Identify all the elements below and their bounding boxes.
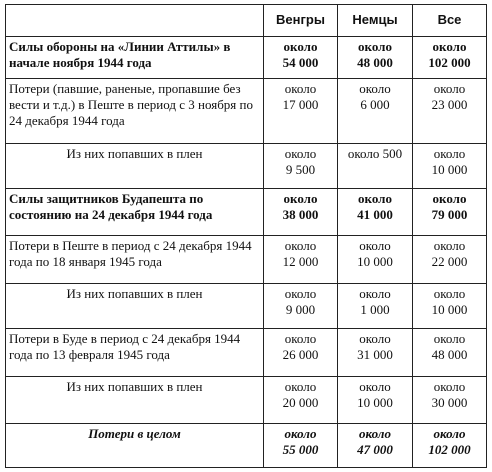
row-label: Потери (павшие, раненые, пропавшие без вести и т.д.) в Пеште в период с 3 ноября по 24 декабря 1944 года	[6, 78, 264, 143]
cell-qualifier: около	[359, 285, 391, 301]
cell-value: 38 000	[282, 207, 319, 223]
row-label: Силы защитников Будапешта по состоянию на 24 декабря 1944 года	[6, 189, 264, 236]
cell-germans	[338, 423, 413, 467]
cell-value: 12 000	[282, 254, 319, 270]
cell-qualifier: около	[432, 191, 467, 207]
header-row	[6, 5, 487, 37]
statistics-table	[5, 4, 487, 468]
cell-germans	[338, 283, 413, 328]
cell-qualifier: около	[284, 425, 317, 441]
cell-germans	[338, 377, 413, 423]
cell-value: 6 000	[360, 96, 390, 112]
table-row	[6, 236, 487, 283]
cell-hungarians	[264, 78, 338, 143]
cell-qualifier: около	[284, 285, 317, 301]
cell-value: 30 000	[431, 395, 468, 411]
cell-all	[413, 377, 487, 423]
cell-qualifier: около	[284, 331, 317, 347]
cell-value: 9 500	[285, 161, 316, 177]
cell-all	[413, 329, 487, 377]
cell-all	[413, 189, 487, 236]
cell-value: 54 000	[282, 54, 319, 70]
cell-value: 10 000	[357, 395, 393, 411]
cell-all	[413, 36, 487, 78]
cell-all	[413, 423, 487, 467]
cell-germans	[338, 329, 413, 377]
cell-qualifier: около	[433, 285, 466, 301]
cell-value: 10 000	[431, 161, 468, 177]
cell-qualifier: около	[432, 38, 467, 54]
cell-hungarians	[264, 329, 338, 377]
cell-hungarians	[264, 423, 338, 467]
header-all: Все	[413, 5, 487, 37]
cell-qualifier: около	[358, 38, 392, 54]
cell-qualifier: около	[359, 80, 391, 96]
cell-all	[413, 78, 487, 143]
cell-value: 79 000	[431, 207, 468, 223]
cell-qualifier: около	[359, 238, 391, 254]
cell-value: 102 000	[428, 441, 471, 457]
cell-value: 17 000	[282, 96, 319, 112]
header-germans: Немцы	[338, 5, 413, 37]
cell-germans	[338, 143, 413, 188]
cell-qualifier: около 500	[347, 145, 403, 161]
cell-hungarians	[264, 236, 338, 283]
cell-qualifier: около	[358, 191, 392, 207]
cell-qualifier: около	[433, 80, 466, 96]
table-row-total	[6, 423, 487, 467]
table-row	[6, 283, 487, 328]
cell-all	[413, 236, 487, 283]
cell-qualifier: около	[284, 145, 317, 161]
cell-value: 102 000	[428, 54, 471, 70]
cell-value: 23 000	[431, 96, 468, 112]
table-row	[6, 78, 487, 143]
cell-hungarians	[264, 377, 338, 423]
row-label: Из них попавших в плен	[6, 377, 264, 423]
cell-qualifier: около	[359, 425, 391, 441]
cell-qualifier: около	[284, 80, 317, 96]
cell-all	[413, 283, 487, 328]
cell-value: 20 000	[282, 395, 319, 411]
cell-value: 47 000	[357, 441, 393, 457]
cell-value: 26 000	[282, 347, 319, 363]
cell-qualifier: около	[359, 331, 391, 347]
cell-value: 22 000	[431, 254, 468, 270]
cell-germans	[338, 78, 413, 143]
cell-qualifier: около	[433, 425, 466, 441]
row-label: Потери в целом	[6, 423, 264, 467]
cell-value: 9 000	[285, 301, 316, 317]
row-label: Потери в Пеште в период с 24 декабря 1944 года по 18 января 1945 года	[6, 236, 264, 283]
table-row	[6, 329, 487, 377]
table-row	[6, 143, 487, 188]
cell-qualifier: около	[433, 145, 466, 161]
table-row	[6, 189, 487, 236]
cell-germans	[338, 36, 413, 78]
cell-value: 1 000	[360, 301, 390, 317]
cell-germans	[338, 236, 413, 283]
cell-hungarians	[264, 189, 338, 236]
row-label: Потери в Буде в период с 24 декабря 1944 года по 13 февраля 1945 года	[6, 329, 264, 377]
cell-all	[413, 143, 487, 188]
cell-value: 48 000	[431, 347, 468, 363]
cell-value: 41 000	[357, 207, 393, 223]
cell-hungarians	[264, 36, 338, 78]
row-label: Из них попавших в плен	[6, 283, 264, 328]
cell-qualifier: около	[359, 379, 391, 395]
header-corner	[6, 5, 264, 37]
cell-value: 55 000	[282, 441, 319, 457]
cell-qualifier: около	[284, 238, 317, 254]
cell-hungarians	[264, 283, 338, 328]
cell-qualifier: около	[284, 379, 317, 395]
cell-hungarians	[264, 143, 338, 188]
row-label: Из них попавших в плен	[6, 143, 264, 188]
cell-germans	[338, 189, 413, 236]
cell-qualifier: около	[283, 38, 318, 54]
table-row	[6, 36, 487, 78]
cell-value: 10 000	[357, 254, 393, 270]
cell-qualifier: около	[433, 331, 466, 347]
row-label: Силы обороны на «Линии Аттилы» в начале ноября 1944 года	[6, 36, 264, 78]
header-hungarians: Венгры	[264, 5, 338, 37]
cell-qualifier: около	[283, 191, 318, 207]
cell-qualifier: около	[433, 238, 466, 254]
table-row	[6, 377, 487, 423]
cell-value: 31 000	[357, 347, 393, 363]
cell-value: 10 000	[431, 301, 468, 317]
cell-value: 48 000	[357, 54, 393, 70]
cell-qualifier: около	[433, 379, 466, 395]
